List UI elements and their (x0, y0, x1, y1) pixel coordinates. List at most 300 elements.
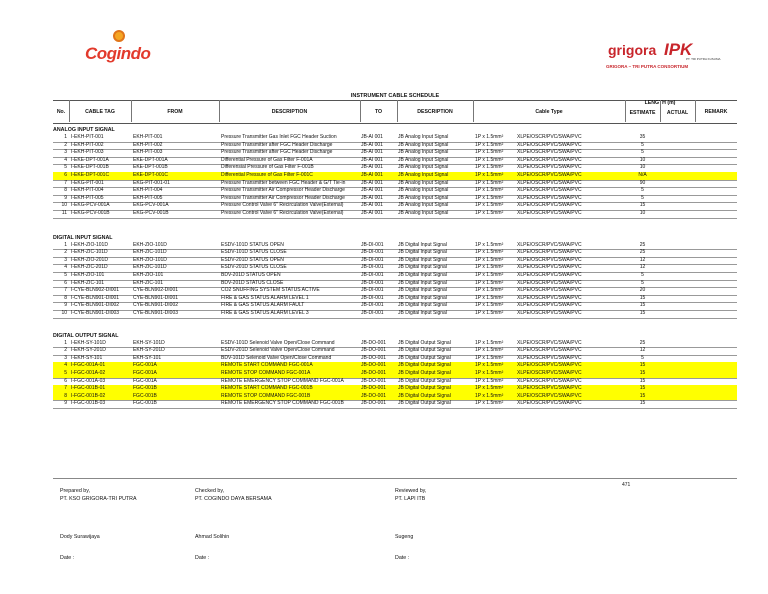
cell-from: EKH-ZIC-101D (133, 264, 167, 271)
cell-no: 7 (64, 179, 67, 186)
cell-type: XLPE/OSCR/PVC/SWA/PVC (517, 187, 582, 194)
cell-to: JB-DO-001 (361, 385, 387, 392)
row-divider (53, 218, 737, 219)
cell-desc: REMOTE EMERGENCY STOP COMMAND FGC-001A (221, 377, 344, 384)
cell-type: XLPE/OSCR/PVC/SWA/PVC (517, 172, 582, 178)
cell-no: 6 (64, 279, 67, 286)
signature-organization: PT. KSO GRIGORA-TRI PUTRA (60, 496, 137, 502)
signature-person-name: Ahmad Solihin (195, 534, 230, 540)
cell-size: 1P x 1.5mm² (475, 210, 504, 216)
cell-from: EKE-DPT-001B (133, 164, 168, 171)
cell-from: EKH-ZIO-101 (133, 272, 164, 278)
cell-len: 15 (639, 400, 646, 407)
table-row (53, 257, 737, 265)
cell-no: 7 (64, 385, 67, 392)
cell-from: FGC-001A (133, 370, 157, 376)
cell-from: EKH-ZIO-101D (133, 256, 167, 263)
cell-len: 15 (639, 302, 646, 309)
cell-size: 1P x 1.5mm² (475, 377, 504, 384)
cell-type: XLPE/OSCR/PVC/SWA/PVC (517, 264, 582, 271)
cell-no: 4 (64, 156, 67, 163)
cell-desc: FIRE & GAS STATUS ALARM FAULT (221, 302, 305, 309)
cell-len: 5 (641, 279, 644, 286)
cell-to: JB-DO-001 (361, 347, 387, 354)
cell-len: 12 (639, 264, 646, 271)
cell-from: EKE-DPT-001C (133, 172, 169, 178)
signature-organization: PT. LAPI ITB (395, 496, 426, 502)
cell-from: CYE-BLN901-DI002 (133, 302, 179, 309)
cell-desc: ESDV-201D STATUS OPEN (221, 256, 284, 263)
cell-desc: Pressure Transmitter after FGC Header Discharge (221, 149, 333, 156)
cell-from: CYE-BLN902-DI001 (133, 287, 179, 294)
signature-date-label: Date : (395, 555, 410, 561)
signature-person-name: Sugeng (395, 534, 414, 540)
cell-len: 15 (639, 370, 646, 376)
cell-no: 5 (64, 164, 67, 171)
cell-size: 1P x 1.5mm² (475, 272, 504, 278)
column-divider (131, 100, 132, 122)
cell-no: 9 (64, 194, 67, 201)
cell-to: JB-AI 001 (361, 172, 383, 178)
cell-size: 1P x 1.5mm² (475, 156, 504, 163)
cell-todesc: JB Analog Input Signal (398, 202, 449, 209)
cell-len: 15 (639, 362, 646, 369)
cell-tag: I-EKG-PCV-001A (71, 202, 110, 209)
header-description: DESCRIPTION (271, 109, 308, 115)
cell-tag: I-EKG-PCV-001B (71, 210, 110, 216)
cell-size: 1P x 1.5mm² (475, 249, 504, 256)
cell-type: XLPE/OSCR/PVC/SWA/PVC (517, 134, 582, 140)
cell-size: 1P x 1.5mm² (475, 370, 504, 376)
cell-len: 15 (639, 377, 646, 384)
cell-to: JB-DI-001 (361, 241, 384, 248)
cell-todesc: JB Digital Output Signal (398, 385, 451, 392)
header-estimate: ESTIMATE (629, 110, 656, 116)
signature-organization: PT. COGINDO DAYA BERSAMA (195, 496, 272, 502)
cell-len: 5 (641, 272, 644, 278)
cell-type: XLPE/OSCR/PVC/SWA/PVC (517, 294, 582, 301)
table-row (53, 272, 737, 280)
cell-from: FGC-001A (133, 377, 157, 384)
cell-no: 9 (64, 302, 67, 309)
table-row (53, 172, 737, 180)
cell-type: XLPE/OSCR/PVC/SWA/PVC (517, 210, 582, 216)
table-row (53, 393, 737, 401)
cell-size: 1P x 1.5mm² (475, 287, 504, 294)
cell-to: JB-DO-001 (361, 400, 387, 407)
cell-desc: Pressure Control Valve 6" Recirculation Valve(External) (221, 210, 344, 216)
cell-todesc: JB Analog Input Signal (398, 164, 449, 171)
cell-from: EKH-SY-101D (133, 339, 165, 346)
cell-no: 3 (64, 256, 67, 263)
cell-tag: I-EKH-ZIO-201D (71, 256, 108, 263)
cell-no: 2 (64, 347, 67, 354)
cell-len: 25 (639, 339, 646, 346)
cell-to: JB-DO-001 (361, 377, 387, 384)
cell-no: 5 (64, 370, 67, 376)
cell-todesc: JB Digital Input Signal (398, 241, 447, 248)
cell-type: XLPE/OSCR/PVC/SWA/PVC (517, 179, 582, 186)
table-row (53, 362, 737, 370)
cell-size: 1P x 1.5mm² (475, 339, 504, 346)
cell-from: EKH-ZIC-101D (133, 249, 167, 256)
cell-to: JB-DI-001 (361, 310, 384, 316)
row-divider (53, 318, 737, 319)
cell-todesc: JB Digital Input Signal (398, 294, 447, 301)
table-row (53, 370, 737, 378)
cell-from: CYE-BLN901-DI003 (133, 310, 179, 316)
cell-to: JB-DO-001 (361, 392, 387, 399)
cell-desc: CO2 SNUFFING SYSTEM STATUS ACTIVE (221, 287, 320, 294)
cell-len: 15 (639, 294, 646, 301)
cell-from: FGC-001B (133, 400, 157, 407)
header-actual: ACTUAL (666, 110, 689, 116)
table-row (53, 149, 737, 157)
cell-to: JB-DI-001 (361, 249, 384, 256)
cell-to: JB-AI 001 (361, 134, 383, 140)
cell-no: 1 (64, 241, 67, 248)
cell-tag: I-EKH-PIT-001 (71, 134, 104, 140)
cell-from: EKE-DPT-001A (133, 156, 168, 163)
cell-from: EKG-PCV-001B (133, 210, 169, 216)
cell-type: XLPE/OSCR/PVC/SWA/PVC (517, 385, 582, 392)
cell-todesc: JB Analog Input Signal (398, 210, 449, 216)
table-row (53, 287, 737, 295)
cell-todesc: JB Analog Input Signal (398, 149, 449, 156)
cell-size: 1P x 1.5mm² (475, 294, 504, 301)
column-divider (473, 100, 474, 122)
cell-len: 15 (639, 392, 646, 399)
table-row (53, 210, 737, 218)
cell-tag: I-CYE-BLN901-DI003 (71, 310, 120, 316)
cell-from: EKG-PCV-001A (133, 202, 169, 209)
cell-no: 3 (64, 354, 67, 361)
cell-from: EKH-ZIC-101 (133, 279, 164, 286)
cell-size: 1P x 1.5mm² (475, 241, 504, 248)
cell-desc: Pressure Transmitter between FGC Header & G/T Tie-in (221, 179, 346, 186)
cell-to: JB-AI 001 (361, 210, 383, 216)
cell-type: XLPE/OSCR/PVC/SWA/PVC (517, 310, 582, 316)
cell-todesc: JB Digital Input Signal (398, 264, 447, 271)
cell-from: EKG-PIT-001-01 (133, 179, 170, 186)
cell-no: 7 (64, 287, 67, 294)
cell-to: JB-DI-001 (361, 302, 384, 309)
cell-desc: BDV-101D Selenoid Valve Open/Close Command (221, 354, 332, 361)
cell-to: JB-AI 001 (361, 194, 383, 201)
cell-type: XLPE/OSCR/PVC/SWA/PVC (517, 339, 582, 346)
column-divider (695, 100, 696, 122)
cell-len: 25 (639, 241, 646, 248)
cell-to: JB-DI-001 (361, 279, 384, 286)
cell-size: 1P x 1.5mm² (475, 264, 504, 271)
cell-len: 20 (639, 287, 646, 294)
page-number: 471 (622, 482, 631, 488)
signature-date-label: Date : (60, 555, 75, 561)
cell-desc: Pressure Transmitter Air Compressor Header Discharge (221, 194, 345, 201)
cell-desc: Differential Pressure of Gas Filter F-001A (221, 156, 313, 163)
cell-len: 90 (639, 179, 646, 186)
table-row (53, 202, 737, 210)
cell-len: 5 (641, 354, 644, 361)
cell-to: JB-AI 001 (361, 141, 383, 148)
signature-role: Reviewed by, (395, 488, 427, 494)
header-remark: REMARK (704, 109, 728, 115)
cell-todesc: JB Analog Input Signal (398, 179, 449, 186)
cell-to: JB-DI-001 (361, 264, 384, 271)
cell-desc: REMOTE START COMMAND FGC-001A (221, 362, 313, 369)
table-row (53, 264, 737, 272)
cell-desc: Pressure Control Valve 6" Recirculation Valve(External) (221, 202, 344, 209)
cell-tag: I-CYE-BLN902-DI001 (71, 287, 120, 294)
cell-type: XLPE/OSCR/PVC/SWA/PVC (517, 287, 582, 294)
cell-len: 5 (641, 149, 644, 156)
cell-tag: I-EKH-PIT-005 (71, 194, 104, 201)
cell-desc: Differensial Pressure of Gas Filter F-001B (221, 164, 314, 171)
signature-role: Checked by, (195, 488, 225, 494)
table-row (53, 164, 737, 172)
cell-desc: Differential Pressure of Gas Filter F-001C (221, 172, 313, 178)
signature-role: Prepared by, (60, 488, 90, 494)
cell-todesc: JB Digital Input Signal (398, 302, 447, 309)
cogindo-logo-text: Cogindo (85, 44, 151, 63)
header-cable-tag: CABLE TAG (85, 109, 115, 115)
cell-size: 1P x 1.5mm² (475, 400, 504, 407)
cell-size: 1P x 1.5mm² (475, 256, 504, 263)
cell-size: 1P x 1.5mm² (475, 194, 504, 201)
cell-len: 10 (639, 156, 646, 163)
cell-size: 1P x 1.5mm² (475, 392, 504, 399)
cell-len: 25 (639, 249, 646, 256)
cell-type: XLPE/OSCR/PVC/SWA/PVC (517, 362, 582, 369)
cell-from: EKH-PIT-005 (133, 194, 163, 201)
cell-tag: I-EKH-SY-101 (71, 354, 103, 361)
cell-from: EKH-SY-201D (133, 347, 165, 354)
cell-to: JB-DO-001 (361, 339, 387, 346)
table-row (53, 157, 737, 165)
cell-tag: I-EKH-ZIC-101D (71, 249, 108, 256)
cell-desc: REMOTE STOP COMMAND FGC-001A (221, 370, 311, 376)
cell-len: 15 (639, 385, 646, 392)
column-divider (625, 100, 626, 122)
cell-type: XLPE/OSCR/PVC/SWA/PVC (517, 279, 582, 286)
cell-from: FGC-001B (133, 392, 157, 399)
cell-from: EKH-ZIO-101D (133, 241, 167, 248)
header-no: No. (56, 109, 66, 115)
cell-from: FGC-001B (133, 385, 157, 392)
row-divider (53, 408, 737, 409)
grigora-ipk-logo (606, 40, 736, 76)
cell-to: JB-DO-001 (361, 354, 387, 361)
cell-tag: I-FGC-001A-01 (71, 362, 106, 369)
cell-desc: REMOTE STOP COMMAND FGC-001B (221, 392, 311, 399)
table-row (53, 347, 737, 355)
cell-no: 8 (64, 187, 67, 194)
cell-todesc: JB Digital Output Signal (398, 354, 451, 361)
cell-tag: I-EKH-ZIC-101 (71, 279, 105, 286)
cell-no: 11 (61, 210, 67, 216)
cell-type: XLPE/OSCR/PVC/SWA/PVC (517, 202, 582, 209)
table-row (53, 295, 737, 303)
cell-from: EKH-PIT-004 (133, 187, 163, 194)
cell-size: 1P x 1.5mm² (475, 302, 504, 309)
cell-todesc: JB Digital Output Signal (398, 339, 451, 346)
table-row (53, 142, 737, 150)
cell-type: XLPE/OSCR/PVC/SWA/PVC (517, 156, 582, 163)
table-row (53, 280, 737, 288)
cell-todesc: JB Digital Output Signal (398, 370, 451, 376)
cell-type: XLPE/OSCR/PVC/SWA/PVC (517, 249, 582, 256)
header-length: LENGTH (m) (644, 100, 676, 106)
cell-type: XLPE/OSCR/PVC/SWA/PVC (517, 370, 582, 376)
grigora-logo-text: grigora (608, 42, 657, 58)
cell-type: XLPE/OSCR/PVC/SWA/PVC (517, 141, 582, 148)
column-divider (660, 100, 661, 122)
cell-no: 8 (64, 392, 67, 399)
cell-tag: I-EKE-DPT-001B (71, 164, 109, 171)
cell-todesc: JB Digital Output Signal (398, 347, 451, 354)
cell-size: 1P x 1.5mm² (475, 385, 504, 392)
cogindo-sun-icon (113, 30, 125, 42)
section-heading: ANALOG INPUT SIGNAL (53, 127, 115, 133)
cell-desc: ESDV-201D Selenoid Valve Open/Close Command (221, 347, 335, 354)
table-row (53, 187, 737, 195)
cogindo-logo (83, 30, 153, 70)
cell-no: 10 (61, 202, 67, 209)
ipk-logo-mark: IPK (664, 40, 693, 59)
cell-tag: I-EKH-SY-201D (71, 347, 106, 354)
cell-to: JB-DI-001 (361, 287, 384, 294)
cell-no: 2 (64, 249, 67, 256)
cell-todesc: JB Analog Input Signal (398, 187, 449, 194)
cell-tag: I-EKH-PIT-003 (71, 149, 104, 156)
cell-type: XLPE/OSCR/PVC/SWA/PVC (517, 302, 582, 309)
cell-tag: I-CYE-BLN901-DI002 (71, 302, 120, 309)
section-heading: DIGITAL INPUT SIGNAL (53, 234, 113, 241)
table-row (53, 355, 737, 363)
cell-no: 2 (64, 141, 67, 148)
cell-todesc: JB Analog Input Signal (398, 141, 449, 148)
cell-no: 6 (64, 377, 67, 384)
cell-tag: I-EKG-PIT-001 (71, 179, 104, 186)
cell-size: 1P x 1.5mm² (475, 149, 504, 156)
cell-tag: I-EKE-DPT-001A (71, 156, 109, 163)
cell-tag: I-FGC-001B-03 (71, 400, 106, 407)
header-cable-type: Cable Type (535, 109, 563, 115)
cell-len: 15 (639, 310, 646, 316)
cell-tag: I-FGC-001A-02 (71, 370, 106, 376)
cell-len: 10 (639, 210, 646, 216)
cell-no: 1 (64, 339, 67, 346)
cell-to: JB-AI 001 (361, 187, 383, 194)
ipk-company-name: PT. TRI PUTRA KUSUMA (686, 57, 721, 61)
cell-size: 1P x 1.5mm² (475, 310, 504, 316)
cell-size: 1P x 1.5mm² (475, 362, 504, 369)
cell-size: 1P x 1.5mm² (475, 172, 504, 178)
table-row (53, 195, 737, 203)
cell-type: XLPE/OSCR/PVC/SWA/PVC (517, 256, 582, 263)
cell-to: JB-DO-001 (361, 362, 387, 369)
cell-desc: BDV-201D STATUS OPEN (221, 272, 281, 278)
cell-no: 9 (64, 400, 67, 407)
cell-tag: I-CYE-BLN901-DI001 (71, 294, 120, 301)
cell-todesc: JB Digital Input Signal (398, 256, 447, 263)
cell-type: XLPE/OSCR/PVC/SWA/PVC (517, 149, 582, 156)
cell-tag: I-FGC-001A-03 (71, 377, 106, 384)
header-to-description: DESCRIPTION (417, 109, 453, 115)
cell-todesc: JB Analog Input Signal (398, 172, 449, 178)
cell-tag: I-EKH-ZIO-101D (71, 241, 108, 248)
cell-to: JB-AI 001 (361, 156, 383, 163)
signature-date-label: Date : (195, 555, 210, 561)
cell-type: XLPE/OSCR/PVC/SWA/PVC (517, 392, 582, 399)
cell-desc: FIRE & GAS STATUS ALARM LEVEL 1 (221, 294, 309, 301)
column-divider (219, 100, 220, 122)
section-heading: DIGITAL OUTPUT SIGNAL (53, 332, 119, 339)
cell-no: 8 (64, 294, 67, 301)
cell-to: JB-DI-001 (361, 294, 384, 301)
cell-size: 1P x 1.5mm² (475, 354, 504, 361)
cell-tag: I-EKH-SY-101D (71, 339, 106, 346)
cell-desc: Pressure Transmitter Air Compressor Header Discharge (221, 187, 345, 194)
cell-tag: I-EKH-PIT-002 (71, 141, 104, 148)
sheet-title: INSTRUMENT CABLE SCHEDULE (350, 93, 440, 99)
table-row (53, 180, 737, 188)
cell-size: 1P x 1.5mm² (475, 179, 504, 186)
signature-person-name: Dody Surawijaya (60, 534, 100, 540)
table-row (53, 340, 737, 348)
cell-type: XLPE/OSCR/PVC/SWA/PVC (517, 164, 582, 171)
cell-desc: BDV-201D STATUS CLOSE (221, 279, 284, 286)
cell-desc: REMOTE EMERGENCY STOP COMMAND FGC-001B (221, 400, 344, 407)
cell-todesc: JB Digital Input Signal (398, 272, 447, 278)
cell-todesc: JB Analog Input Signal (398, 134, 449, 140)
cell-from: FGC-001A (133, 362, 157, 369)
cell-no: 1 (64, 134, 67, 140)
cell-from: EKH-PIT-002 (133, 141, 163, 148)
cell-no: 3 (64, 149, 67, 156)
cell-from: EKH-SY-101 (133, 354, 162, 361)
cell-todesc: JB Digital Input Signal (398, 249, 447, 256)
cell-size: 1P x 1.5mm² (475, 202, 504, 209)
cell-tag: I-EKH-ZIO-101 (71, 272, 105, 278)
cell-len: N/A (638, 172, 647, 178)
cell-tag: I-EKE-DPT-001C (71, 172, 110, 178)
cell-no: 4 (64, 362, 67, 369)
table-row (53, 378, 737, 386)
cell-type: XLPE/OSCR/PVC/SWA/PVC (517, 347, 582, 354)
cell-desc: ESDV-201D STATUS CLOSE (221, 264, 287, 271)
cell-todesc: JB Digital Output Signal (398, 392, 451, 399)
cell-desc: REMOTE START COMMAND FGC-001B (221, 385, 313, 392)
consortium-tagline: GRIGORA – TRI PUTRA CONSORTIUM (606, 64, 689, 69)
cell-to: JB-AI 001 (361, 164, 383, 171)
cell-no: 5 (64, 272, 67, 278)
header-from: FROM (167, 109, 183, 115)
cell-todesc: JB Analog Input Signal (398, 156, 449, 163)
cell-len: 5 (641, 187, 644, 194)
table-row (53, 310, 737, 318)
cell-todesc: JB Digital Input Signal (398, 310, 447, 316)
cell-tag: I-FGC-001B-02 (71, 392, 106, 399)
cell-to: JB-DO-001 (361, 370, 387, 376)
table-bottom-border (53, 478, 737, 479)
column-divider (69, 100, 70, 122)
cell-to: JB-AI 001 (361, 179, 383, 186)
cell-len: 10 (639, 164, 646, 171)
cell-size: 1P x 1.5mm² (475, 134, 504, 140)
cell-todesc: JB Analog Input Signal (398, 194, 449, 201)
cell-type: XLPE/OSCR/PVC/SWA/PVC (517, 377, 582, 384)
